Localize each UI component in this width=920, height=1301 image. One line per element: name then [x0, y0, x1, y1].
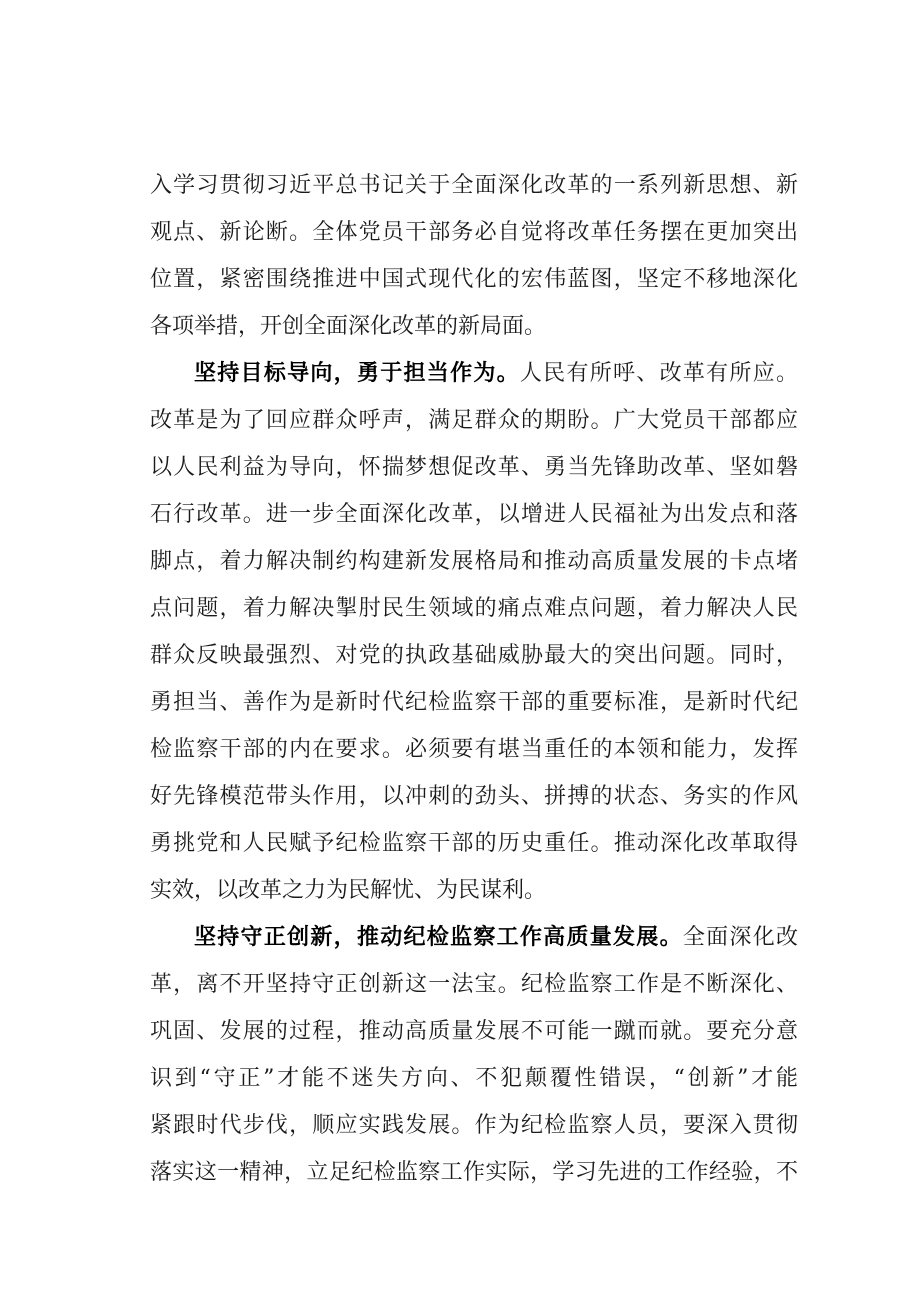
paragraph-2-line-4: 石行改革。进一步全面深化改革，以增进人民福祉为出发点和落 [150, 502, 798, 527]
paragraph-3-heading: 坚持守正创新，推动纪检监察工作高质量发展。 [194, 925, 683, 950]
paragraph-3-first-line-rest: 全面深化改 [682, 925, 798, 950]
paragraph-2-first-line-rest: 人民有所呼、改革有所应。 [519, 361, 798, 386]
paragraph-2-line-2: 改革是为了回应群众呼声，满足群众的期盼。广大党员干部都应 [150, 408, 798, 433]
paragraph-2-line-1 [150, 350, 798, 397]
paragraph-1-line-3: 位置，紧密围绕推进中国式现代化的宏伟蓝图，坚定不移地深化 [150, 267, 798, 292]
paragraph-2-heading: 坚持目标导向，勇于担当作为。 [194, 361, 520, 386]
paragraph-3-line-1 [150, 914, 798, 961]
paragraph-1-line-1: 入学习贯彻习近平总书记关于全面深化改革的一系列新思想、新 [150, 173, 798, 198]
paragraph-3-line-3: 巩固、发展的过程，推动高质量发展不可能一蹴而就。要充分意 [150, 1019, 798, 1044]
paragraph-2-line-10: 好先锋模范带头作用，以冲刺的劲头、拼搏的状态、务实的作风 [150, 784, 798, 809]
paragraph-3-line-4: 识到“守正”才能不迷失方向、不犯颠覆性错误，“创新”才能 [150, 1066, 798, 1091]
document-body [150, 162, 798, 1196]
paragraph-1-line-4: 各项举措，开创全面深化改革的新局面。 [150, 314, 547, 339]
paragraph-2-line-7: 群众反映最强烈、对党的执政基础威胁最大的突出问题。同时， [150, 643, 798, 668]
paragraph-2-line-9: 检监察干部的内在要求。必须要有堪当重任的本领和能力，发挥 [150, 737, 798, 762]
paragraph-3-line-5: 紧跟时代步伐，顺应实践发展。作为纪检监察人员，要深入贯彻 [150, 1113, 798, 1138]
paragraph-3-line-2: 革，离不开坚持守正创新这一法宝。纪检监察工作是不断深化、 [150, 972, 798, 997]
paragraph-2-line-12: 实效，以改革之力为民解忧、为民谋利。 [150, 878, 547, 903]
paragraph-2-line-3: 以人民利益为导向，怀揣梦想促改革、勇当先锋助改革、坚如磐 [150, 455, 798, 480]
paragraph-3-line-6: 落实这一精神，立足纪检监察工作实际，学习先进的工作经验，不 [150, 1160, 798, 1185]
paragraph-2-line-6: 点问题，着力解决掣肘民生领域的痛点难点问题，着力解决人民 [150, 596, 798, 621]
paragraph-2-line-5: 脚点，着力解决制约构建新发展格局和推动高质量发展的卡点堵 [150, 549, 798, 574]
paragraph-1-line-2: 观点、新论断。全体党员干部务必自觉将改革任务摆在更加突出 [150, 220, 798, 245]
paragraph-2-line-11: 勇挑党和人民赋予纪检监察干部的历史重任。推动深化改革取得 [150, 831, 798, 856]
paragraph-2-line-8: 勇担当、善作为是新时代纪检监察干部的重要标准，是新时代纪 [150, 690, 798, 715]
